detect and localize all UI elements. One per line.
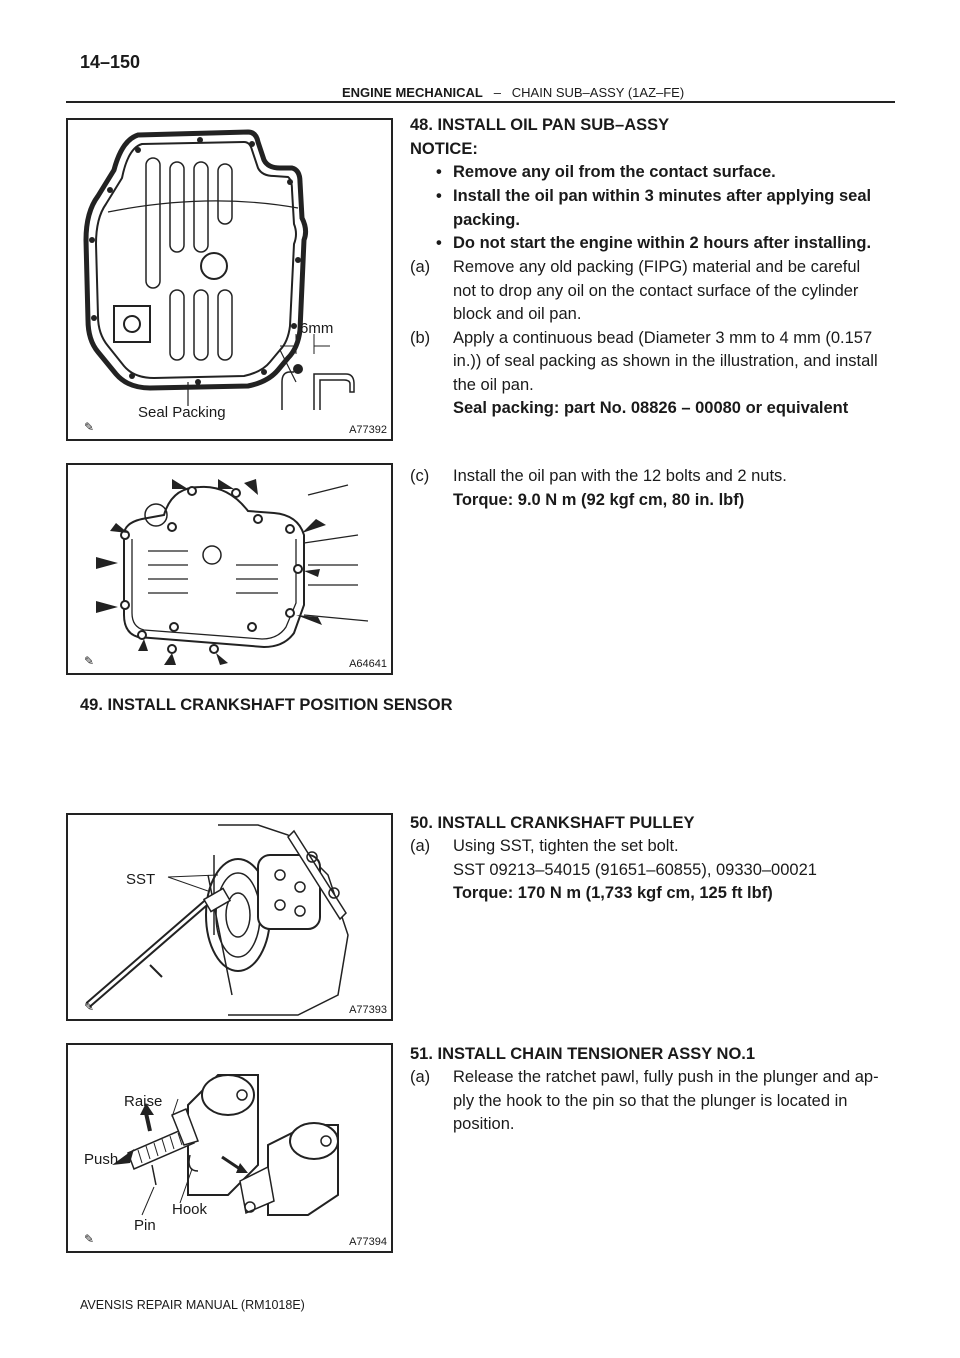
callout-hook: Hook <box>172 1201 208 1218</box>
pen-mark-icon: ✎ <box>84 1232 95 1246</box>
step-50-a-label: (a) <box>410 837 431 855</box>
notice-bullet-2-cont: packing. <box>453 211 520 229</box>
step-48-b-line-2: in.)) of seal packing as shown in the illustration, and install <box>453 352 878 370</box>
figure-code: A77394 <box>349 1236 387 1248</box>
figure-crankshaft-pulley <box>66 813 393 1021</box>
figure-oil-pan-seal <box>66 118 393 441</box>
callout-seal-packing: Seal Packing <box>138 404 226 421</box>
step-48-a-line-2: not to drop any oil on the contact surface of the cylinder <box>453 282 859 300</box>
oil-pan-drawing <box>68 120 391 439</box>
section-title-bold: ENGINE MECHANICAL <box>342 85 483 100</box>
figure-chain-tensioner <box>66 1043 393 1253</box>
pen-mark-icon: ✎ <box>84 654 95 668</box>
step-51-a-label: (a) <box>410 1068 431 1086</box>
step-51-title: 51. INSTALL CHAIN TENSIONER ASSY NO.1 <box>410 1045 756 1063</box>
section-title-sub: CHAIN SUB–ASSY (1AZ–FE) <box>511 85 685 100</box>
step-48-b-line-1: Apply a continuous bead (Diameter 3 mm to 4 mm (0.157 <box>453 329 873 347</box>
step-48-c-label: (c) <box>410 467 430 485</box>
step-48-a-line-1: Remove any old packing (FIPG) material and be careful <box>453 258 861 276</box>
step-48-a-label: (a) <box>410 258 431 276</box>
callout-raise: Raise <box>124 1093 163 1110</box>
step-50-a-torque: Torque: 170 N m (1,733 kgf cm, 125 ft lbf) <box>453 884 773 902</box>
step-50-a-line: Using SST, tighten the set bolt. <box>453 837 679 855</box>
pulley-drawing <box>68 815 391 1019</box>
notice-bullet-2: Install the oil pan within 3 minutes after applying seal <box>453 187 872 205</box>
step-50-a-sst: SST 09213–54015 (91651–60855), 09330–00021 <box>453 861 817 879</box>
page-number: 14–150 <box>80 52 141 72</box>
figure-code: A64641 <box>349 658 387 670</box>
step-51-a-line-3: position. <box>453 1115 515 1133</box>
section-title-dash: – <box>493 85 501 100</box>
bullet-icon: • <box>436 234 442 252</box>
figure-oil-pan-bolts <box>66 463 393 675</box>
section-title <box>342 85 684 100</box>
callout-push: Push <box>84 1151 119 1168</box>
step-48-c-torque: Torque: 9.0 N m (92 kgf cm, 80 in. lbf) <box>453 491 745 509</box>
pen-mark-icon: ✎ <box>84 1000 95 1014</box>
bullet-icon: • <box>436 163 442 181</box>
step-48-b-line-3: the oil pan. <box>453 376 534 394</box>
oil-pan-bolt-drawing <box>68 465 391 673</box>
step-48-title: 48. INSTALL OIL PAN SUB–ASSY <box>410 116 670 134</box>
pen-mark-icon: ✎ <box>84 420 95 434</box>
step-48-a-line-3: block and oil pan. <box>453 305 582 323</box>
figure-code: A77392 <box>349 424 387 436</box>
figure-code: A77393 <box>349 1004 387 1016</box>
notice-bullet-3: Do not start the engine within 2 hours after installing. <box>453 234 872 252</box>
bullet-icon: • <box>436 187 442 205</box>
callout-pin: Pin <box>134 1217 156 1234</box>
notice-label: NOTICE: <box>410 140 478 158</box>
callout-6mm: 6mm <box>300 320 334 337</box>
step-48-c-line: Install the oil pan with the 12 bolts and 2 nuts. <box>453 467 787 485</box>
step-49-title: 49. INSTALL CRANKSHAFT POSITION SENSOR <box>80 696 453 714</box>
step-51-a-line-2: ply the hook to the pin so that the plunger is located in <box>453 1092 848 1110</box>
notice-bullet-1: Remove any oil from the contact surface. <box>453 163 776 181</box>
seal-packing-spec: Seal packing: part No. 08826 – 00080 or equivalent <box>453 399 849 417</box>
step-48-b-label: (b) <box>410 329 431 347</box>
footer-manual: AVENSIS REPAIR MANUAL (RM1018E) <box>80 1298 305 1312</box>
step-50-title: 50. INSTALL CRANKSHAFT PULLEY <box>410 814 695 832</box>
step-51-a-line-1: Release the ratchet pawl, fully push in the plunger and ap- <box>453 1068 879 1086</box>
callout-sst: SST <box>126 871 156 888</box>
header-rule <box>66 101 895 103</box>
tensioner-drawing <box>68 1045 391 1251</box>
